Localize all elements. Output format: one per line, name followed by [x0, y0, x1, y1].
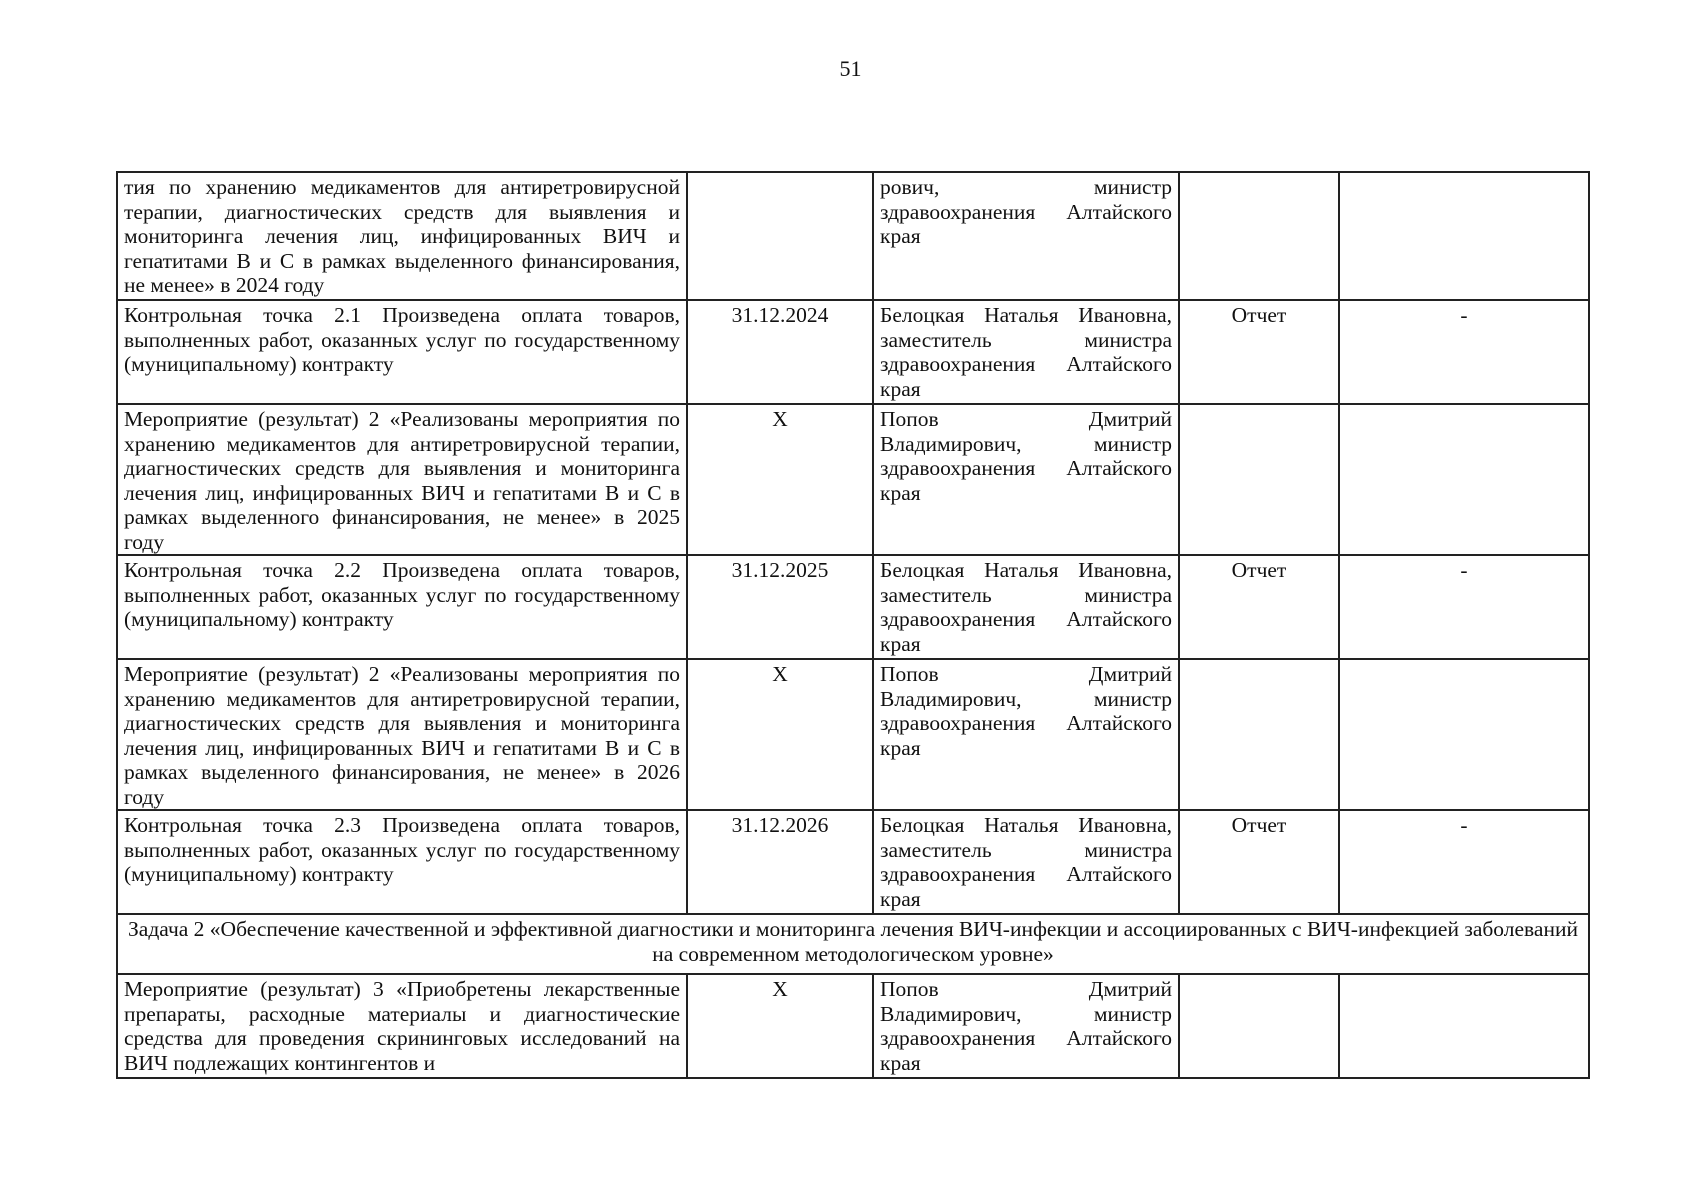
event-description: Мероприятие (результат) 2 «Реализованы мероприятия по хранению медикаментов для антиретровирусной терапии, диагностических средств для выявления и мониторинга лечения лиц, инфицированных ВИЧ и гепатитами В и С в рамках выделенного финансирования, не менее» в 2025 году: [117, 404, 687, 555]
info-system-cell: [1339, 659, 1589, 810]
deadline-cell: X: [687, 404, 873, 555]
table-row: [117, 300, 1589, 404]
document-type-cell: [1179, 172, 1339, 300]
deadline-cell: X: [687, 974, 873, 1078]
table-row: [117, 404, 1589, 555]
info-system-cell: [1339, 974, 1589, 1078]
responsible-cell: Белоцкая Наталья Ивановна, заместитель министра здравоохранения Алтайского края: [873, 810, 1179, 914]
event-description: Мероприятие (результат) 2 «Реализованы мероприятия по хранению медикаментов для антиретровирусной терапии, диагностических средств для выявления и мониторинга лечения лиц, инфицированных ВИЧ и гепатитами В и С в рамках выделенного финансирования, не менее» в 2026 году: [117, 659, 687, 810]
control-point-description: Контрольная точка 2.2 Произведена оплата товаров, выполненных работ, оказанных услуг по государственному (муниципальному) контракту: [117, 555, 687, 659]
info-system-cell: [1339, 172, 1589, 300]
responsible-cell: Белоцкая Наталья Ивановна, заместитель министра здравоохранения Алтайского края: [873, 555, 1179, 659]
info-system-cell: -: [1339, 810, 1589, 914]
document-type-cell: [1179, 659, 1339, 810]
deadline-cell: 31.12.2026: [687, 810, 873, 914]
document-type-cell: [1179, 404, 1339, 555]
event-description: тия по хранению медикаментов для антиретровирусной терапии, диагностических средств для выявления и мониторинга лечения лиц, инфицированных ВИЧ и гепатитами В и С в рамках выделенного финансирования, не менее» в 2024 году: [117, 172, 687, 300]
table-row: [117, 659, 1589, 810]
plan-table: [116, 171, 1590, 1079]
deadline-cell: 31.12.2024: [687, 300, 873, 404]
table-row: [117, 172, 1589, 300]
responsible-cell: рович, министр здравоохранения Алтайского края: [873, 172, 1179, 300]
responsible-cell: Попов Дмитрий Владимирович, министр здравоохранения Алтайского края: [873, 659, 1179, 810]
deadline-cell: [687, 172, 873, 300]
document-type-cell: Отчет: [1179, 300, 1339, 404]
info-system-cell: -: [1339, 300, 1589, 404]
document-type-cell: [1179, 974, 1339, 1078]
control-point-description: Контрольная точка 2.1 Произведена оплата товаров, выполненных работ, оказанных услуг по государственному (муниципальному) контракту: [117, 300, 687, 404]
control-point-description: Контрольная точка 2.3 Произведена оплата товаров, выполненных работ, оказанных услуг по государственному (муниципальному) контракту: [117, 810, 687, 914]
responsible-cell: Попов Дмитрий Владимирович, министр здравоохранения Алтайского края: [873, 974, 1179, 1078]
info-system-cell: [1339, 404, 1589, 555]
deadline-cell: X: [687, 659, 873, 810]
table-row: [117, 810, 1589, 914]
table-row: [117, 974, 1589, 1078]
responsible-cell: Белоцкая Наталья Ивановна, заместитель министра здравоохранения Алтайского края: [873, 300, 1179, 404]
document-type-cell: Отчет: [1179, 810, 1339, 914]
page-number: 51: [839, 56, 862, 81]
document-type-cell: Отчет: [1179, 555, 1339, 659]
task-heading: Задача 2 «Обеспечение качественной и эффективной диагностики и мониторинга лечения ВИЧ-инфекции и ассоциированных с ВИЧ-инфекцией заболеваний на современном методологическом уровне»: [117, 914, 1589, 974]
deadline-cell: 31.12.2025: [687, 555, 873, 659]
task-heading-row: [117, 914, 1589, 974]
event-description: Мероприятие (результат) 3 «Приобретены лекарственные препараты, расходные материалы и диагностические средства для проведения скрининговых исследований на ВИЧ подлежащих контингентов и: [117, 974, 687, 1078]
info-system-cell: -: [1339, 555, 1589, 659]
responsible-cell: Попов Дмитрий Владимирович, министр здравоохранения Алтайского края: [873, 404, 1179, 555]
table-row: [117, 555, 1589, 659]
